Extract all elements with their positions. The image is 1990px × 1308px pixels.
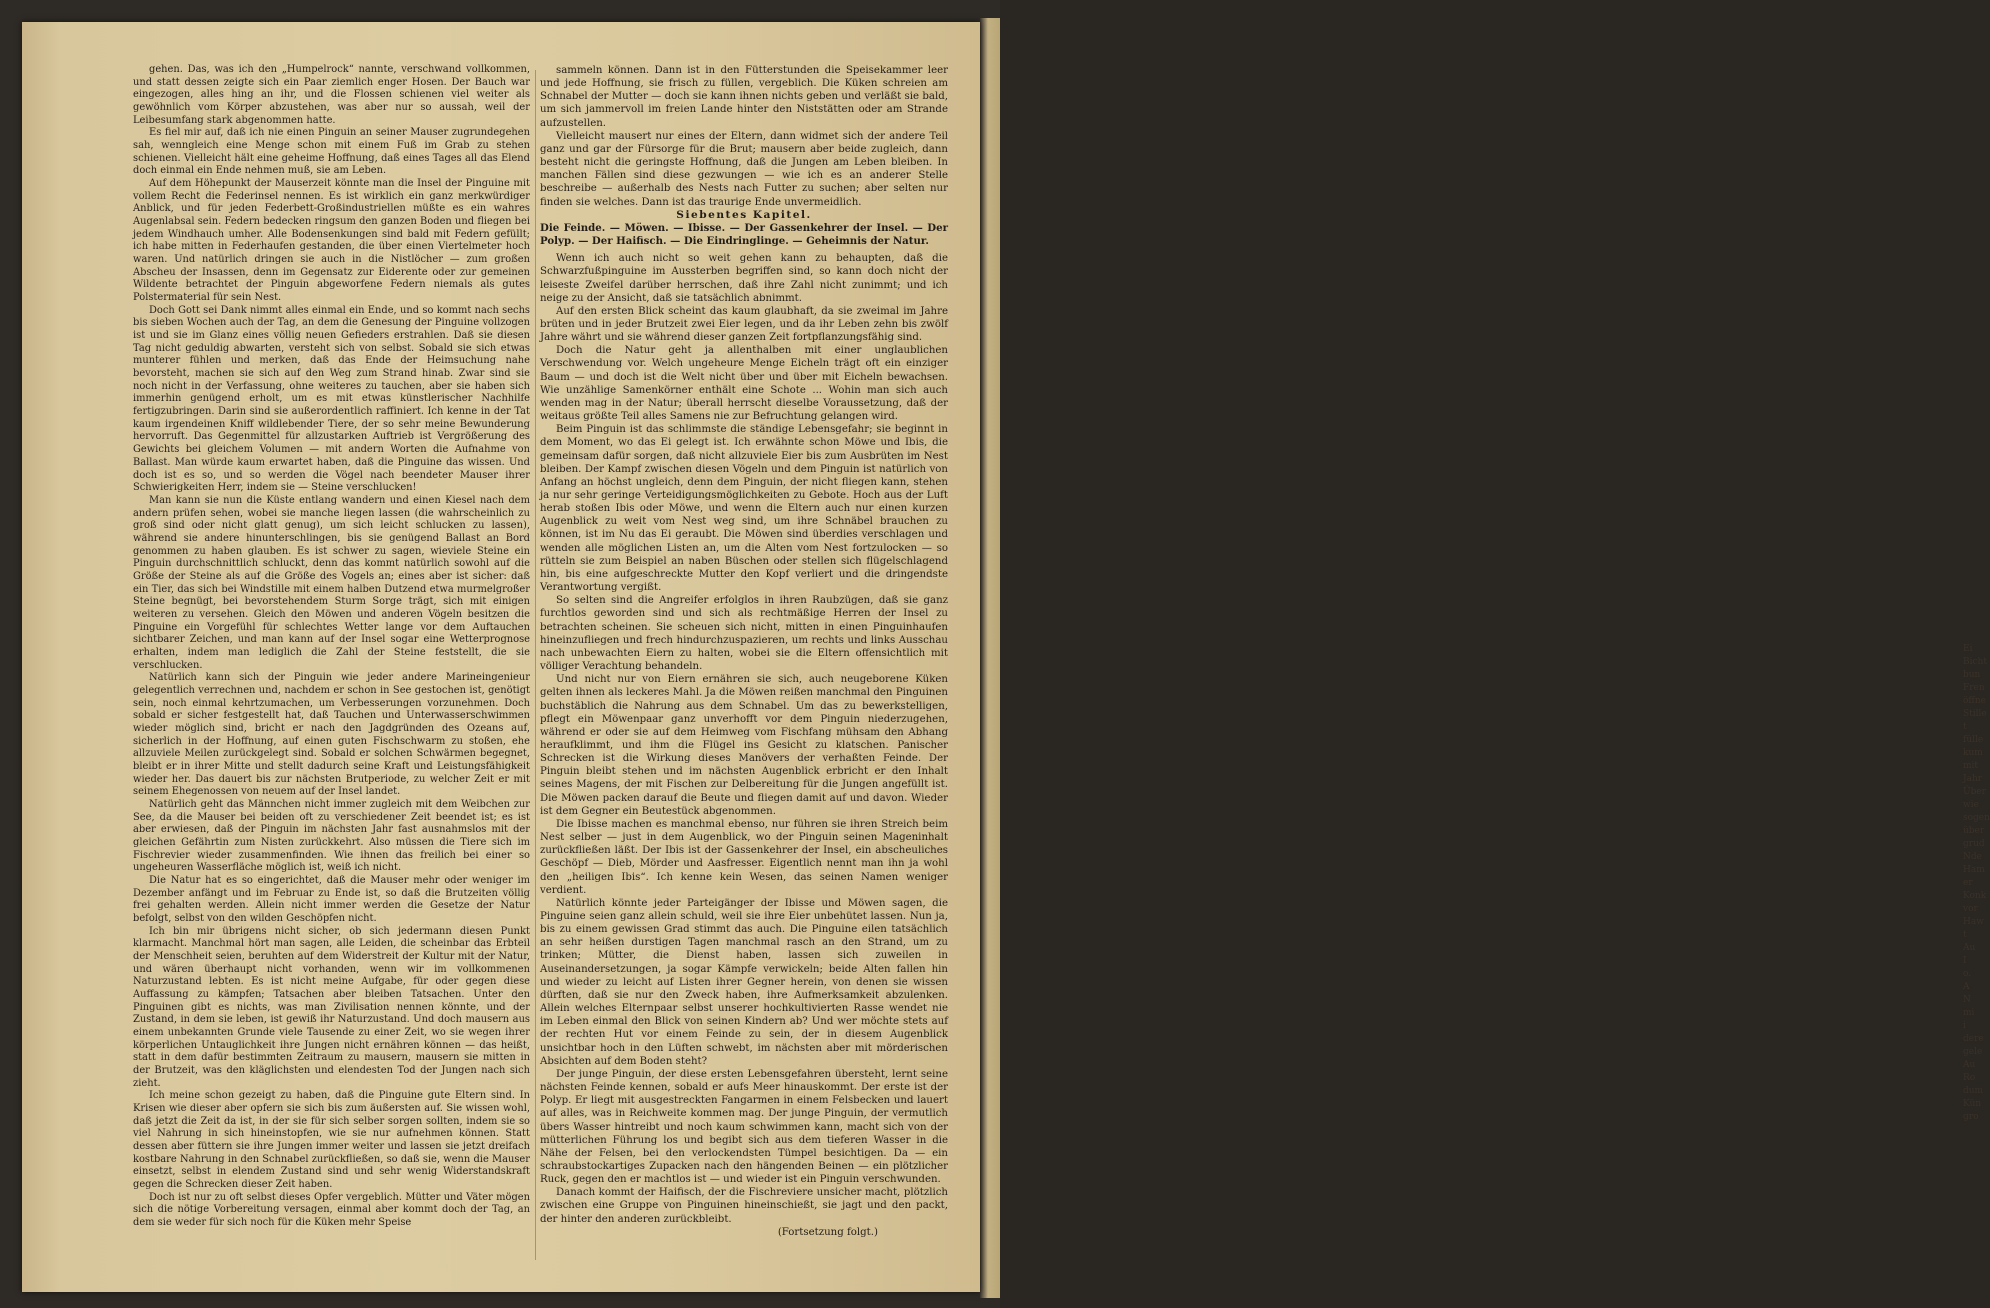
edge-fragment: Jahr: [1963, 774, 1983, 784]
paragraph: Der junge Pinguin, der diese ersten Lebensgefahren übersteht, lernt seine nächsten Feinde kennen, sobald er aufs Meer hinauskommt. Der erste ist der Polyp. Er liegt mit ausgestreckten Fangarmen in einem Felsbecken und lauert auf alles, was in Reichweite kommen mag. Der junge Pinguin, der vermutlich übers Wasser hintreibt und noch kaum schwimmen kann, macht sich von der mütterlichen Führung los und begibt sich aus dem tieferen Wasser in die Nähe der Felsen, bei den verlockendsten Tümpel besichtigen. Da — ein schraubstockartiges Zupacken nach den hängenden Beinen — ein plötzlicher Ruck, gegen den er machtlos ist — und wieder ist ein Pinguin verschwunden.: [540, 1068, 948, 1186]
paragraph: So selten sind die Angreifer erfolglos in ihren Raubzügen, daß sie ganz furchtlos geworden sind und sich als rechtmäßige Herren der Insel zu betrachten scheinen. Sie scheuen sich nicht, mitten in einen Pinguinhaufen hineinzufliegen und frech hindurchzuspazieren, um rechts und links Ausschau nach unbewachten Eiern zu halten, wobei sie die Eltern offensichtlich mit völliger Verachtung behandeln.: [540, 595, 948, 673]
edge-fragment: o. A: [1963, 969, 1972, 992]
edge-fragment: fülle: [1963, 735, 1984, 745]
edge-fragment: dere: [1963, 1034, 1984, 1044]
edge-fragment: wie: [1963, 800, 1979, 810]
edge-fragment: Bicht: [1963, 657, 1987, 667]
edge-fragment: Haw: [1963, 917, 1984, 927]
edge-fragment: t: [1963, 722, 1967, 732]
edge-fragment: Fren: [1963, 683, 1985, 693]
edge-fragment: Au: [1963, 943, 1976, 953]
edge-fragment: gele: [1963, 1047, 1983, 1057]
next-page-edge-text: [1963, 643, 1990, 1124]
edge-fragment: bun: [1963, 670, 1981, 680]
edge-fragment: sogen: [1963, 813, 1990, 823]
edge-fragment: Nde: [1963, 852, 1982, 862]
edge-fragment: i: [1963, 1021, 1966, 1031]
chapter-heading: Siebentes Kapitel.: [676, 208, 812, 221]
paragraph: Doch die Natur geht ja allenthalben mit einer unglaublichen Verschwendung vor. Welch ungeheure Menge Eicheln trägt oft ein einziger Baum — und doch ist die Welt nicht über und über mit Eicheln bewachsen. Wie unzählige Samenkörner enthält eine Schote ... Wohin man sich auch wenden mag in der Natur; überall herrscht dieselbe Voraussetzung, daß der weitaus größte Teil alles Samens nie zur Befruchtung gelangen wird.: [540, 345, 948, 423]
edge-fragment: gro: [1963, 1112, 1979, 1122]
paragraph: Doch Gott sei Dank nimmt alles einmal ein Ende, und so kommt nach sechs bis sieben Wochen auch der Tag, an dem die Genesung der Pinguine vollzogen ist und sie im Glanz eines völlig neuen Gefieders erstrahlen. Daß sie diesen Tag nicht geduldig abwarten, versteht sich von selbst. Sobald sie sich etwas munterer fühlen und merken, daß das Ende der Heimsuchung nahe bevorsteht, machen sie sich auf den Weg zum Strand hinab. Zwar sind sie noch nicht in der Verfassung, ohne weiteres zu tauchen, aber sie haben sich immerhin genügend erholt, um es mit etwas künstlerischer Nachhilfe fertigzubringen. Darin sind sie außerordentlich raffiniert. Ich kenne in der Tat kaum irgendeinen Kniff wildlebender Tiere, der so sehr meine Bewunderung hervorruft. Das Gegenmittel für allzustarken Auftrieb ist Vergrößerung des Gewichts bei gleichem Volumen — mit andern Worten die Aufnahme von Ballast. Man würde kaum erwartet haben, daß die Pinguine das wissen. Und doch ist es so, und so werden die Vögel nach beendeter Mauser ihrer Schwierigkeiten Herr, indem sie — Steine verschlucken!: [133, 304, 530, 494]
paragraph: Auf dem Höhepunkt der Mauserzeit könnte man die Insel der Pinguine mit vollem Recht die Federinsel nennen. Es ist wirklich ein ganz merkwürdiger Anblick, und für jeden Federbett-Großindustriellen müßte es ein wahres Augenlabsal sein. Federn bedecken ringsum den ganzen Boden und fliegen bei jedem Windhauch umher. Alle Bodensenkungen sind bald mit Federn gefüllt; ich habe mitten in Federhaufen gestanden, die über einen Viertelmeter hoch waren. Und natürlich dringen sie auch in die Nistlöcher — zum großen Abscheu der Insassen, denn im Gegensatz zur Eiderente oder zur gemeinen Wildente betrachtet der Pinguin abgeworfene Federn niemals als gutes Polstermaterial für sein Nest.: [133, 178, 530, 304]
edge-fragment: Stille: [1963, 709, 1987, 719]
edge-fragment: mi: [1963, 1008, 1975, 1018]
next-page-edge: [980, 18, 1990, 1298]
edge-fragment: Über: [1963, 787, 1986, 797]
paragraph: Beim Pinguin ist das schlimmste die ständige Lebensgefahr; sie beginnt in dem Moment, wo das Ei gelegt ist. Ich erwähnte schon Möwe und Ibis, die gemeinsam dafür sorgen, daß nicht allzuviele Eier bis zum Ausbrüten im Nest bleiben. Der Kampf zwischen diesen Vögeln und dem Pinguin ist natürlich von Anfang an höchst ungleich, denn dem Pinguin, der nicht fliegen kann, stehen ja nur sehr geringe Verteidigungsmöglichkeiten zu Gebote. Hoch aus der Luft herab stoßen Ibis oder Möwe, und wenn die Eltern auch nur einen kurzen Augenblick zu weit vom Nest weg sind, um ihre Schnäbel brauchen zu können, ist im Nu das Ei geraubt. Die Möwen sind überdies verschlagen und wenden alle möglichen Listen an, um die Alten vom Nest fortzulocken — so rütteln sie zum Beispiel an naben Büschen oder stellen sich flügelschlagend hin, bis eine aufgeschreckte Mutter den Kopf verliert und die dringendste Verantwortung vergißt.: [540, 424, 948, 594]
paragraph: Doch ist nur zu oft selbst dieses Opfer vergeblich. Mütter und Väter mögen sich die nötige Vorbereitung versagen, einmal aber kommt doch der Tag, an dem sie weder für sich noch für die Küken mehr Speise: [133, 1191, 530, 1229]
edge-fragment: mit: [1963, 761, 1979, 771]
edge-fragment: öffne: [1963, 696, 1986, 706]
paragraph: Und nicht nur von Eiern ernähren sie sich, auch neugeborene Küken gelten ihnen als leckeres Mahl. Ja die Möwen reißen manchmal den Pinguinen buchstäblich die Nahrung aus dem Schnabel. Um das zu bewerkstelligen, pflegt ein Möwenpaar ganz unverhofft vor dem Pinguin niederzugehen, während er oder sie auf dem Heimweg vom Fischfang mühsam den Abhang heraufklimmt, und ihm die Flügel ins Gesicht zu klatschen. Panischer Schrecken ist die Wirkung dieses Manövers der verhaßten Feinde. Der Pinguin bleibt stehen und im nächsten Augenblick erbricht er den Inhalt seines Magens, der mit Fischen zur Delbereitung für die Jungen angefüllt ist. Die Möwen packen darauf die Beute und fliegen damit auf und davon. Wieder ist dem Gegner ein Beutestück abgenommen.: [540, 674, 948, 817]
paragraph: Natürlich könnte jeder Parteigänger der Ibisse und Möwen sagen, die Pinguine seien ganz allein schuld, weil sie ihre Eier unbehütet lassen. Nun ja, bis zu einem gewissen Grad stimmt das auch. Die Pinguine eilen tatsächlich an sehr heißen durstigen Tagen manchmal rasch an den Strand, um zu trinken; Mütter, die Dienst haben, lassen sich zuweilen in Auseinandersetzungen, ja sogar Kämpfe verwickeln; beide Alten fallen hin und wieder zu leicht auf Listen ihrer Gegner herein, von denen sie wissen dürften, daß sie nur den Zweck haben, ihre Aufmerksamkeit abzulenken. Allein welches Elternpaar selbst unserer hochkultivierten Rasse wendet nie im Leben einmal den Blick von seinen Kindern ab? Und wer möchte stets auf der rechten Hut vor einem Feinde zu sein, der in diesem Augenblick unsichtbar hoch in den Lüften schwebt, im nächsten aber mit mörderischen Absichten auf dem Boden steht?: [540, 897, 948, 1067]
edge-fragment: N: [1963, 995, 1971, 1005]
right-column-top-text: [540, 64, 948, 209]
edge-fragment: er: [1963, 878, 1973, 888]
edge-fragment: grud: [1963, 839, 1985, 849]
paragraph: gehen. Das, was ich den „Humpelrock“ nannte, verschwand vollkommen, und statt dessen zeigte sich ein Paar ziemlich enger Hosen. Der Bauch war eingezogen, alles hing an ihr, und die Flossen schienen viel weiter als gewöhnlich vom Körper abzustehen, was aber nur so aussah, weil der Leibesumfang stark abgenommen hatte.: [133, 64, 530, 126]
paragraph: Vielleicht mausert nur eines der Eltern, dann widmet sich der andere Teil ganz und gar der Fürsorge für die Brut; mausern aber beide zugleich, dann besteht nicht die geringste Hoffnung, daß die Jungen am Leben bleiben. In manchen Fällen sind diese gezwungen — wie ich es an anderer Stelle beschreibe — außerhalb des Nests nach Futter zu suchen; aber selten nur finden sie welches. Dann ist das traurige Ende unvermeidlich.: [540, 130, 948, 208]
paragraph: Auf den ersten Blick scheint das kaum glaubhaft, da sie zweimal im Jahre brüten und in jeder Brutzeit zwei Eier legen, und da ihr Leben zehn bis zwölf Jahre währt und sie während dieser ganzen Zeit fortpflanzungsfähig sind.: [540, 305, 948, 344]
edge-fragment: Ham: [1963, 865, 1985, 875]
paragraph: Wenn ich auch nicht so weit gehen kann zu behaupten, daß die Schwarzfußpinguine im Aussterben begriffen sind, so kann doch nicht der leiseste Zweifel darüber herrschen, daß ihre Zahl nicht zunimmt; und ich neige zu der Ansicht, daß sie tatsächlich abnimmt.: [540, 253, 948, 304]
paragraph: Die Ibisse machen es manchmal ebenso, nur führen sie ihren Streich beim Nest selber — just in dem Augenblick, wo der Pinguin seinen Mageninhalt zurückfließen läßt. Der Ibis ist der Gassenkehrer der Insel, ein abscheuliches Geschöpf — Dieb, Mörder und Aasfresser. Eigentlich nennt man ihn ja wohl den „heiligen Ibis“. Ich kenne kein Wesen, das seinen Namen weniger verdient.: [540, 818, 948, 896]
edge-fragment: Kün: [1963, 1099, 1982, 1109]
edge-fragment: I: [1963, 956, 1967, 966]
edge-fragment: Ro: [1963, 1073, 1976, 1083]
edge-fragment: Konk: [1963, 891, 1987, 901]
left-column: [133, 64, 530, 1230]
paragraph: Danach kommt der Haifisch, der die Fischreviere unsicher macht, plötzlich zwischen eine Gruppe von Pinguinen hineinschießt, sie jagt und den packt, der hinter den anderen zurückbleibt.: [540, 1187, 948, 1225]
edge-fragment: dum: [1963, 1086, 1984, 1096]
paragraph: Natürlich geht das Männchen nicht immer zugleich mit dem Weibchen zur See, da die Mauser bei beiden oft zu verschiedener Zeit beendet ist; es ist aber erwiesen, daß der Pinguin im nächsten Jahr fast ausnahmslos mit der gleichen Gefährtin zum Nisten zurückkehrt. Also müssen die Tiere sich im Fischrevier wieder zusammenfinden. Wie ihnen das freilich bei einer so ungeheuren Wasserfläche möglich ist, weiß ich nicht.: [133, 798, 530, 874]
paragraph: Ich bin mir übrigens nicht sicher, ob sich jedermann diesen Punkt klarmacht. Manchmal hört man sagen, alle Leiden, die scheinbar das Erbteil der Menschheit seien, beruhten auf dem Widerstreit der Kultur mit der Natur, und wären überhaupt nicht vorhanden, wenn wir im vollkommenen Naturzustand lebten. Es ist nicht meine Aufgabe, für oder gegen diese Auffassung zu kämpfen; Tatsachen aber bleiben Tatsachen. Unter den Pinguinen gibt es nichts, was man Zivilisation nennen könnte, und der Zustand, in dem sie leben, ist gewiß ihr Naturzustand. Und doch mausern aus einem unbekannten Grunde viele Tausende zu einer Zeit, wo sie wegen ihrer körperlichen Untauglichkeit ihre Jungen nicht ernähren können — das heißt, statt in dem dafür bestimmten Zeitraum zu mausern, mausern sie mitten in der Brutzeit, was den kläglichsten und elendesten Tod der Jungen nach sich zieht.: [133, 925, 530, 1089]
edge-fragment: Au: [1963, 1060, 1976, 1070]
column-divider: [535, 70, 536, 1260]
right-column-bottom-text: [540, 252, 948, 1226]
edge-fragment: kum: [1963, 748, 1983, 758]
right-column: [540, 64, 948, 1239]
edge-fragment: Ei: [1963, 644, 1973, 654]
edge-fragment: über: [1963, 826, 1985, 836]
edge-fragment: t: [1963, 930, 1967, 940]
paragraph: Die Natur hat es so eingerichtet, daß die Mauser mehr oder weniger im Dezember anfängt und im Februar zu Ende ist, so daß die Brutzeiten völlig frei gehalten werden. Allein nicht immer werden die Gesetze der Natur befolgt, selbst von den wilden Geschöpfen nicht.: [133, 875, 530, 925]
paragraph: Man kann sie nun die Küste entlang wandern und einen Kiesel nach dem andern prüfen sehen, wobei sie manche liegen lassen (die wahrscheinlich zu groß sind oder nicht glatt genug), um sich leicht schlucken zu lassen), während sie andere hinunterschlingen, bis sie genügend Ballast an Bord genommen zu haben glauben. Es ist schwer zu sagen, wieviele Steine ein Pinguin durchschnittlich schluckt, denn das kommt natürlich sowohl auf die Größe der Steine als auf die Größe des Vogels an; eines aber ist sicher: daß ein Tier, das sich bei Windstille mit einem halben Dutzend etwa murmelgroßer Steine begnügt, bei bevorstehendem Sturm Sorge trägt, sich mit einigen weiteren zu versehen. Gleich den Möwen und anderen Vögeln besitzen die Pinguine ein Vorgefühl für schlechtes Wetter lange vor dem Auftauchen sichtbarer Zeichen, und man kann auf der Insel sogar eine Wetterprognose erhalten, indem man lediglich die Zahl der Steine feststellt, die sie verschlucken.: [133, 494, 530, 671]
paragraph: Es fiel mir auf, daß ich nie einen Pinguin an seiner Mauser zugrundegehen sah, wenngleich eine Menge schon mit einem Fuß im Grab zu stehen schienen. Vielleicht hält eine geheime Hoffnung, daß eines Tages all das Elend doch einmal ein Ende nehmen muß, sie am Leben.: [133, 127, 530, 177]
edge-fragment: vor: [1963, 904, 1978, 914]
chapter-subtitle: Die Feinde. — Möwen. — Ibisse. — Der Gassenkehrer der Insel. — Der Polyp. — Der Haifisch. — Die Eindringlinge. — Geheimnis der Natur.: [540, 221, 948, 248]
paragraph: sammeln können. Dann ist in den Fütterstunden die Speisekammer leer und jede Hoffnung, sie frisch zu füllen, vergeblich. Die Küken schreien am Schnabel der Mutter — doch sie kann ihnen nichts geben und verläßt sie bald, um sich jammervoll im freien Lande hinter den Niststätten oder am Strande aufzustellen.: [540, 65, 948, 129]
paragraph: Natürlich kann sich der Pinguin wie jeder andere Marineingenieur gelegentlich verrechnen und, nachdem er schon in See gestochen ist, genötigt sein, noch einmal kehrtzumachen, um Verbesserungen vorzunehmen. Doch sobald er sicher festgestellt hat, daß Tauchen und Unterwasserschwimmen wieder möglich sind, bricht er nach den Jagdgründen des Ozeans auf, sicherlich in der Hoffnung, auf einen guten Fischschwarm zu stoßen, ehe allzuviele Meilen zurückgelegt sind. Sobald er solchen Schwärmen begegnet, bleibt er in ihrer Mitte und stellt dadurch seine Kraft und Leistungsfähigkeit wieder her. Das dauert bis zur nächsten Brutperiode, zu welcher Zeit er mit seinem Ehegenossen von neuem auf der Insel landet.: [133, 672, 530, 798]
paragraph: Ich meine schon gezeigt zu haben, daß die Pinguine gute Eltern sind. In Krisen wie dieser aber opfern sie sich bis zum äußersten auf. Sie wissen wohl, daß jetzt die Zeit da ist, in der sie für sich selber sorgen sollten, indem sie so viel Nahrung in sich hineinstopfen, wie sie nur aufnehmen können. Statt dessen aber füttern sie ihre Jungen immer weiter und lassen sie jetzt dreifach kostbare Nahrung in den Schnabel zurückfließen, so daß sie, wenn die Mauser einsetzt, selbst in elendem Zustand sind und sehr wenig Widerstandskraft gegen die Schrecken dieser Zeit haben.: [133, 1090, 530, 1191]
continuation-note: (Fortsetzung folgt.): [777, 1226, 878, 1238]
